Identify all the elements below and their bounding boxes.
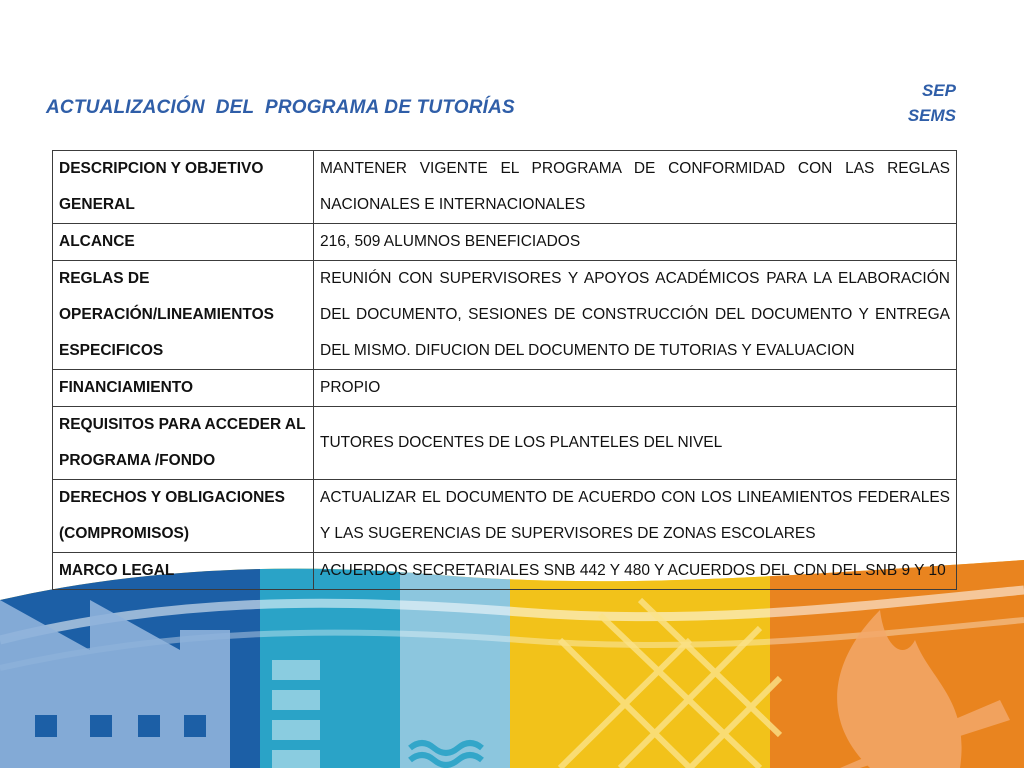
row-label: DESCRIPCION Y OBJETIVO GENERAL: [53, 151, 314, 224]
table-row: [53, 480, 957, 553]
program-info-table: [52, 150, 957, 590]
row-value: MANTENER VIGENTE EL PROGRAMA DE CONFORMIDAD CON LAS REGLAS NACIONALES E INTERNACIONALES: [314, 151, 957, 224]
row-label: ALCANCE: [53, 224, 314, 261]
table-row: [53, 261, 957, 370]
row-value: ACUERDOS SECRETARIALES SNB 442 Y 480 Y ACUERDOS DEL CDN DEL SNB 9 Y 10: [314, 553, 957, 590]
row-value: PROPIO: [314, 370, 957, 407]
organization-label: [908, 78, 956, 128]
row-value: TUTORES DOCENTES DE LOS PLANTELES DEL NIVEL: [314, 407, 957, 480]
row-label: REQUISITOS PARA ACCEDER AL PROGRAMA /FONDO: [53, 407, 314, 480]
org-line-sems: SEMS: [907, 106, 956, 125]
row-value: 216, 509 ALUMNOS BENEFICIADOS: [314, 224, 957, 261]
row-label: FINANCIAMIENTO: [53, 370, 314, 407]
row-label: MARCO LEGAL: [53, 553, 314, 590]
page-title: ACTUALIZACIÓN DEL PROGRAMA DE TUTORÍAS: [46, 97, 515, 118]
table-row: [53, 407, 957, 480]
table-row: [53, 553, 957, 590]
row-value: REUNIÓN CON SUPERVISORES Y APOYOS ACADÉMICOS PARA LA ELABORACIÓN DEL DOCUMENTO, SESIONES DE CONSTRUCCIÓN DEL DOCUMENTO Y ENTREGA DEL MISMO. DIFUCION DEL DOCUMENTO DE TUTORIAS Y EVALUACION: [314, 261, 957, 370]
row-value: ACTUALIZAR EL DOCUMENTO DE ACUERDO CON LOS LINEAMIENTOS FEDERALES Y LAS SUGERENCIAS DE SUPERVISORES DE ZONAS ESCOLARES: [314, 480, 957, 553]
org-line-sep: SEP: [921, 81, 956, 100]
table-row: [53, 151, 957, 224]
row-label: DERECHOS Y OBLIGACIONES (COMPROMISOS): [53, 480, 314, 553]
table-row: [53, 370, 957, 407]
table-row: [53, 224, 957, 261]
row-label: REGLAS DE OPERACIÓN/LINEAMIENTOS ESPECIFICOS: [53, 261, 314, 370]
